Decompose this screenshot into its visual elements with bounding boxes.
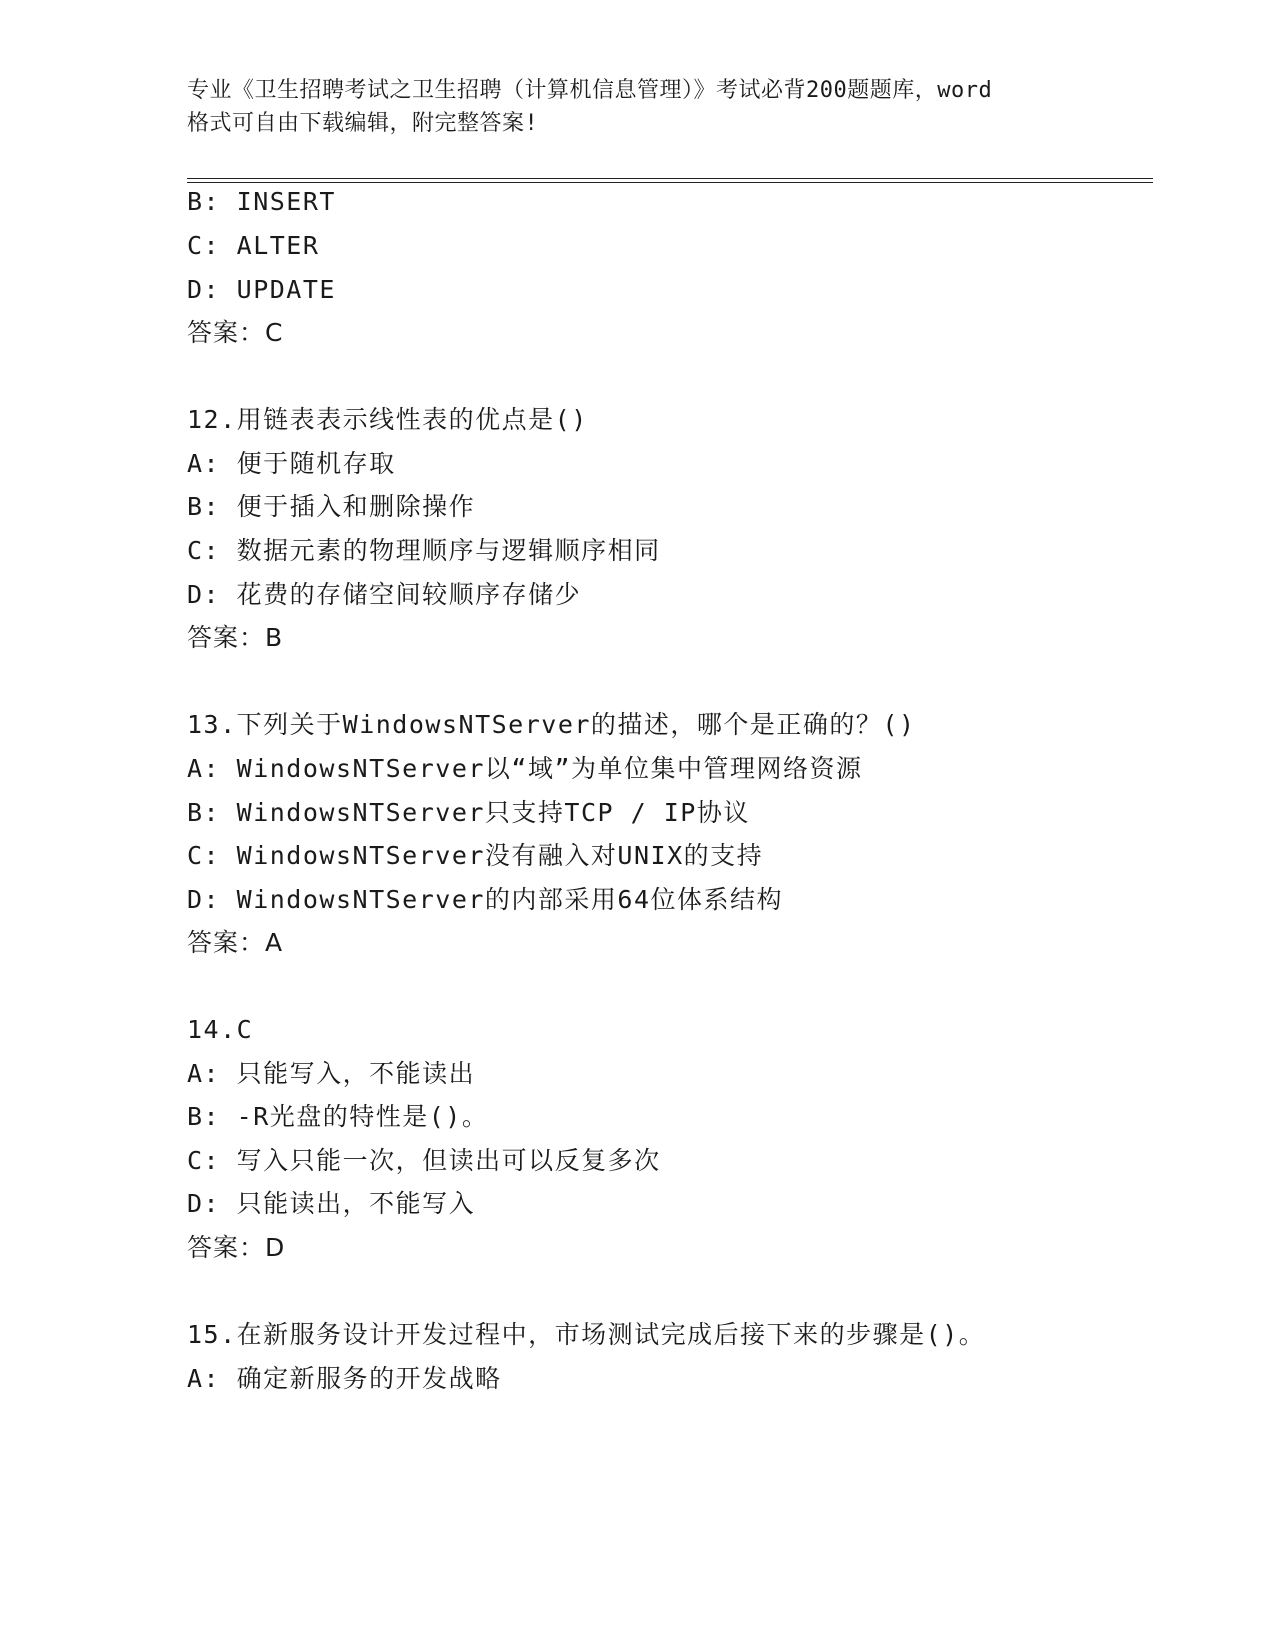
q14-option-b: B: -R光盘的特性是()。 (187, 1102, 489, 1131)
q14-answer: 答案：D (187, 1233, 286, 1262)
q12-title: 12.用链表表示线性表的优点是() (187, 405, 588, 434)
q12-option-a: A: 便于随机存取 (187, 449, 396, 478)
q12-option-b: B: 便于插入和删除操作 (187, 492, 476, 521)
q14-title: 14.C (187, 1015, 254, 1044)
q15-title: 15.在新服务设计开发过程中，市场测试完成后接下来的步骤是()。 (187, 1320, 986, 1349)
q13-title: 13.下列关于WindowsNTServer的描述，哪个是正确的？() (187, 710, 916, 739)
q13-option-b: B: WindowsNTServer只支持TCP / IP协议 (187, 798, 750, 827)
q11-answer: 答案：C (187, 318, 284, 347)
q13-option-a: A: WindowsNTServer以“域”为单位集中管理网络资源 (187, 754, 863, 783)
q15-option-a: A: 确定新服务的开发战略 (187, 1364, 502, 1393)
q12-answer: 答案：B (187, 623, 284, 652)
q11-option-d: D: UPDATE (187, 275, 336, 304)
header-line-2: 格式可自由下载编辑，附完整答案! (187, 111, 539, 136)
q14-option-a: A: 只能写入，不能读出 (187, 1059, 476, 1088)
q14-option-d: D: 只能读出，不能写入 (187, 1189, 476, 1218)
q13-answer: 答案：A (187, 928, 284, 957)
header-double-rule (187, 178, 1153, 183)
q12-option-d: D: 花费的存储空间较顺序存储少 (187, 580, 582, 609)
q11-option-c: C: ALTER (187, 231, 320, 260)
q14-option-c: C: 写入只能一次，但读出可以反复多次 (187, 1146, 661, 1175)
q13-option-d: D: WindowsNTServer的内部采用64位体系结构 (187, 885, 784, 914)
q11-option-b: B: INSERT (187, 187, 336, 216)
document-header (187, 74, 1087, 140)
header-line-1: 专业《卫生招聘考试之卫生招聘（计算机信息管理）》考试必背200题题库，word (187, 78, 993, 103)
q12-option-c: C: 数据元素的物理顺序与逻辑顺序相同 (187, 536, 661, 565)
q13-option-c: C: WindowsNTServer没有融入对UNIX的支持 (187, 841, 764, 870)
